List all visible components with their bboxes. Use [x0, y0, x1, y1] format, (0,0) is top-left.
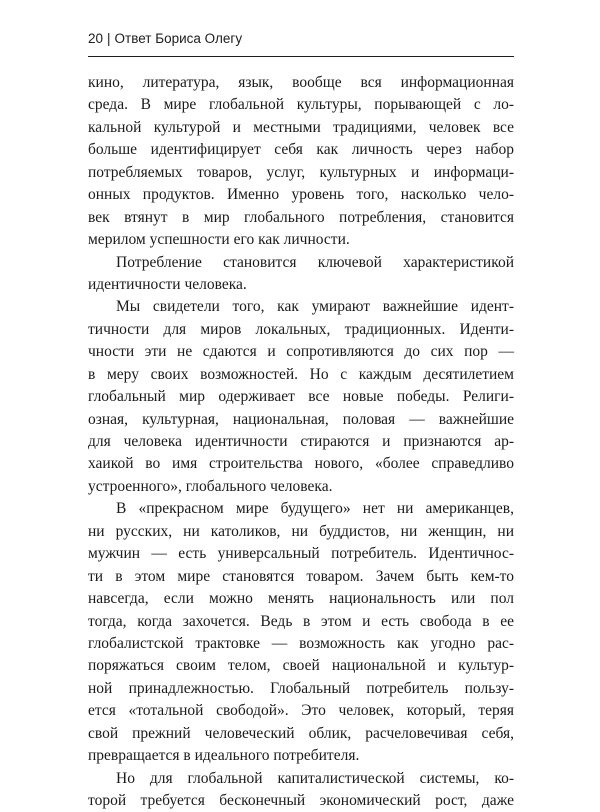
text-line: поряжаться своим телом, своей национальной и культур-	[88, 657, 514, 675]
text-line: торой требуется бесконечный экономический рост, даже	[88, 792, 514, 809]
page-number: 20	[88, 31, 104, 46]
text-line: кино, литература, язык, вообще вся информационная	[88, 74, 514, 91]
paragraph	[88, 252, 514, 297]
text-line: век втянут в мир глобального потребления, становится	[88, 208, 514, 226]
text-line: свой прежний человеческий облик, расчеловечивая себя,	[88, 724, 514, 742]
paragraph	[88, 768, 514, 812]
text-line: онных продуктов. Именно уровень того, насколько чело-	[88, 186, 514, 204]
text-line: ется «тотальной свободой». Это человек, который, теряя	[88, 702, 514, 720]
text-line: В «прекрасном мире будущего» нет ни американцев,	[116, 500, 514, 518]
chapter-title: Ответ Бориса Олегу	[114, 31, 243, 46]
text-line: озная, культурная, национальная, половая — важнейшие	[88, 410, 514, 428]
text-line: глобалистской трактовке — возможность как угодно рас-	[88, 634, 514, 652]
text-line: навсегда, если можно менять национальность или пол	[88, 590, 514, 608]
text-line: мерилом успешности его как личности.	[88, 231, 350, 249]
text-line: ной принадлежностью. Глобальный потребитель пользу-	[88, 679, 514, 697]
text-line: Но для глобальной капиталистической системы, ко-	[116, 769, 514, 787]
text-line: кальной культурой и местными традициями, человек все	[88, 118, 514, 136]
text-line: больше идентифицирует себя как личность через набор	[88, 141, 514, 159]
text-line: тичности для миров локальных, традиционных. Иденти-	[88, 320, 514, 338]
text-line: в меру своих возможностей. Но с каждым десятилетием	[88, 365, 514, 383]
text-line: среда. В мире глобальной культуры, порывающей с ло-	[88, 96, 514, 114]
header-separator: |	[107, 31, 111, 46]
text-line: для человека идентичности стираются и признаются ар-	[88, 433, 514, 450]
running-header	[88, 31, 242, 51]
text-line: глобальный мир одерживает все новые победы. Религи-	[88, 388, 514, 406]
text-line: ти в этом мире становятся товаром. Зачем быть кем-то	[88, 567, 514, 585]
body-text	[88, 72, 514, 812]
text-line: Мы свидетели того, как умирают важнейшие идент-	[116, 298, 514, 316]
text-line: идентичности человека.	[88, 275, 247, 293]
text-line: тогда, когда захочется. Ведь в этом и есть свобода в ее	[88, 612, 514, 630]
text-line: хаикой во имя строительства нового, «более справедливо	[88, 455, 514, 473]
header-rule	[88, 56, 514, 57]
text-line: ни русских, ни католиков, ни буддистов, ни женщин, ни	[88, 522, 514, 540]
text-line: превращается в идеального потребителя.	[88, 747, 360, 765]
paragraph	[88, 498, 514, 767]
text-line: потребляемых товаров, услуг, культурных и информаци-	[88, 163, 514, 181]
text-line: мужчин — есть универсальный потребитель. Идентичнос-	[88, 545, 514, 563]
text-line: устроенного», глобального человека.	[88, 477, 333, 495]
text-line: чности эти не сдаются и сопротивляются до сих пор —	[88, 343, 514, 361]
text-line: Потребление становится ключевой характеристикой	[116, 253, 514, 271]
paragraph	[88, 296, 514, 498]
paragraph	[88, 72, 514, 252]
